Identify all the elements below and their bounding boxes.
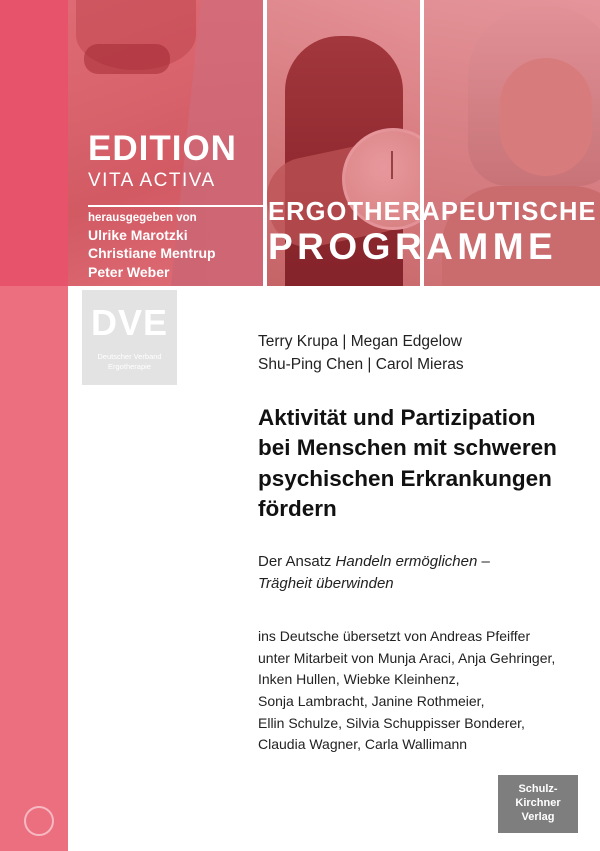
editor-name: Ulrike Marotzki xyxy=(88,227,188,243)
subtitle-italic-line-1: Handeln ermöglichen – xyxy=(335,552,490,570)
authors-block xyxy=(258,330,568,377)
title-line-3: psychischen Erkrankungen xyxy=(258,465,552,491)
dve-caption-line-2: Ergotherapie xyxy=(108,362,151,372)
subtitle-italic-line-2: Trägheit überwinden xyxy=(258,575,394,593)
series-block xyxy=(268,200,597,266)
edition-title: EDITION xyxy=(88,129,237,168)
publisher-line-3: Verlag xyxy=(521,810,555,823)
translation-credits xyxy=(258,626,568,756)
editors-label: herausgegeben von xyxy=(88,212,197,224)
authors-line-1: Terry Krupa | Megan Edgelow xyxy=(258,333,462,350)
series-line-1: ERGOTHERAPEUTISCHE xyxy=(268,198,597,226)
title-line-1: Aktivität und Partizipation xyxy=(258,404,536,430)
left-red-band-lower xyxy=(0,286,68,851)
publisher-logo xyxy=(498,775,578,833)
edition-divider-rule xyxy=(88,205,263,207)
decorative-circle xyxy=(24,806,54,836)
dve-caption-line-1: Deutscher Verband xyxy=(97,352,162,361)
title-line-2: bei Menschen mit schweren xyxy=(258,435,557,461)
book-subtitle xyxy=(258,551,568,596)
authors-line-2: Shu-Ping Chen | Carol Mieras xyxy=(258,356,464,374)
dve-logo xyxy=(82,290,177,385)
translation-line: ins Deutsche übersetzt von Andreas Pfeiffer xyxy=(258,627,531,644)
editors-block xyxy=(88,212,273,281)
dve-logo-caption xyxy=(82,352,177,372)
editor-name: Christiane Mentrup xyxy=(88,245,216,262)
editor-name: Peter Weber xyxy=(88,263,170,280)
series-line-2: PROGRAMME xyxy=(268,225,558,267)
title-line-4: fördern xyxy=(258,496,337,522)
translation-line: Sonja Lambracht, Janine Rothmeier, xyxy=(258,692,485,709)
translation-line: unter Mitarbeit von Munja Araci, Anja Gehringer, xyxy=(258,649,556,666)
cover-main-text xyxy=(258,330,568,756)
publisher-line-2: Kirchner xyxy=(515,797,561,810)
translation-line: Claudia Wagner, Carla Wallimann xyxy=(258,736,468,753)
edition-block xyxy=(68,131,263,192)
subtitle-prefix: Der Ansatz xyxy=(258,552,336,570)
dve-logo-letters: DVE xyxy=(90,302,169,343)
book-title xyxy=(258,403,568,525)
publisher-line-1: Schulz- xyxy=(518,783,558,796)
translation-line: Ellin Schulze, Silvia Schuppisser Bonderer, xyxy=(258,714,525,731)
edition-subtitle: VITA ACTIVA xyxy=(88,170,216,191)
translation-line: Inken Hullen, Wiebke Kleinhenz, xyxy=(258,671,460,688)
